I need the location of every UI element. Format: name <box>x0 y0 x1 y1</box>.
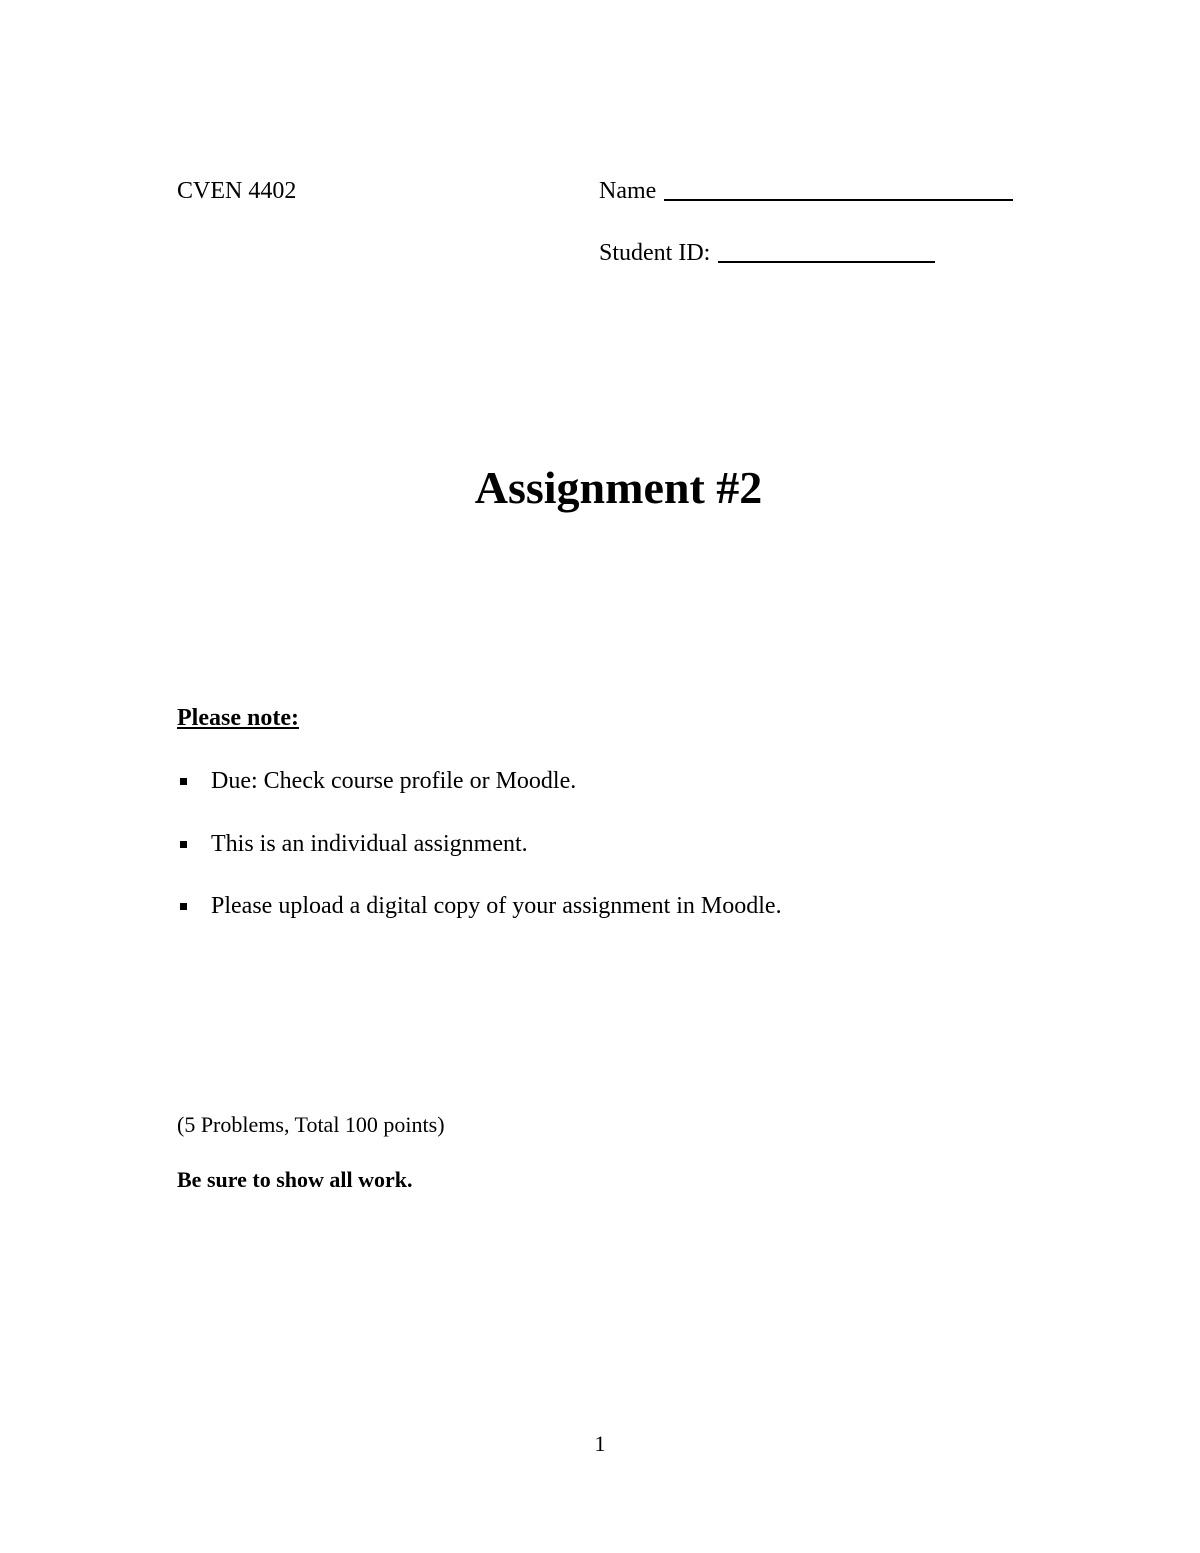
list-item <box>177 766 576 796</box>
name-label: Name <box>599 178 657 204</box>
list-item <box>177 829 528 859</box>
square-bullet-icon <box>180 778 187 785</box>
student-id-label: Student ID: <box>599 240 711 266</box>
list-item-text: Please upload a digital copy of your assignment in Moodle. <box>211 893 782 919</box>
square-bullet-icon <box>180 841 187 848</box>
notes-heading: Please note: <box>177 705 299 731</box>
square-bullet-icon <box>180 903 187 910</box>
list-item-text: Due: Check course profile or Moodle. <box>211 768 577 794</box>
list-item <box>177 891 782 921</box>
list-item-text: This is an individual assignment. <box>211 831 528 857</box>
page-number: 1 <box>594 1431 606 1456</box>
course-code: CVEN 4402 <box>177 178 297 204</box>
problems-summary: (5 Problems, Total 100 points) <box>177 1112 445 1137</box>
name-field <box>599 176 1013 206</box>
page-title: Assignment #2 <box>474 462 763 513</box>
student-id-blank-line <box>718 261 935 263</box>
name-blank-line <box>664 199 1013 201</box>
show-work-instruction: Be sure to show all work. <box>177 1167 413 1192</box>
student-id-field <box>599 238 935 268</box>
